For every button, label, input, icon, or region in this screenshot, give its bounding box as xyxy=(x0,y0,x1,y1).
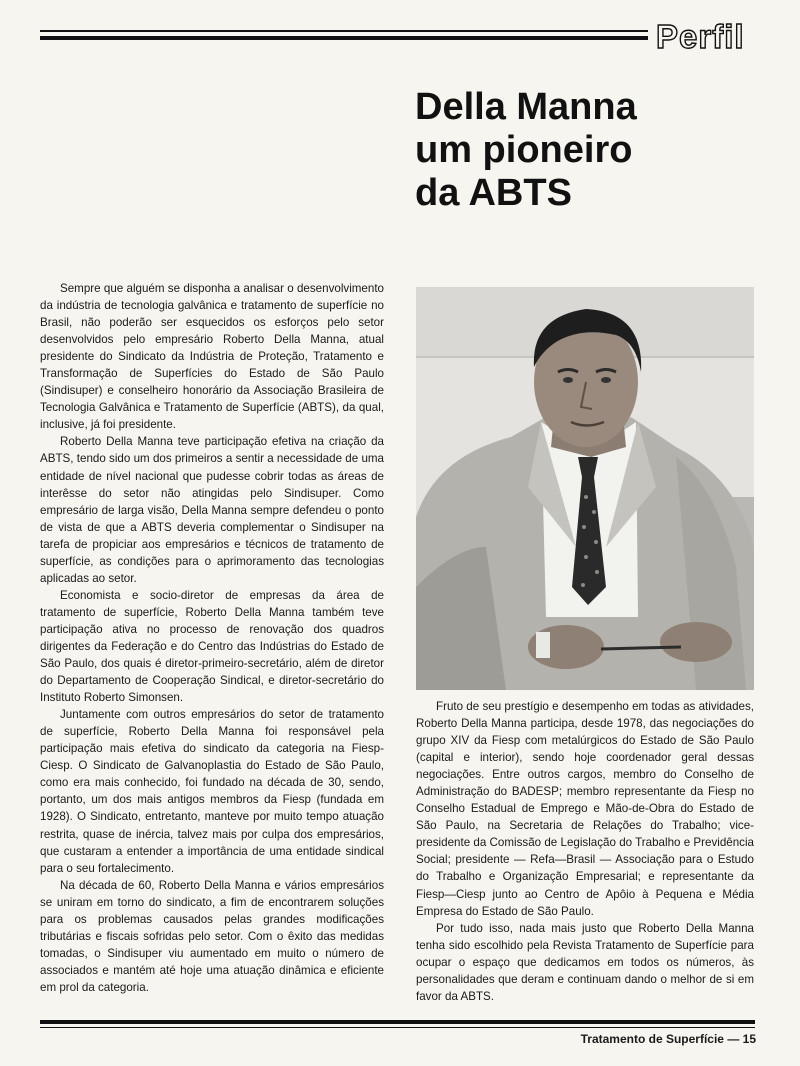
paragraph: Roberto Della Manna teve participação efetiva na criação da ABTS, tendo sido um dos primeiros a sentir a necessidade de uma entidade de nível nacional que pudesse cobrir todas as áreas de interêsse do setor não atingidas pelo Sindisuper. Como empresário de larga visão, Della Manna sempre defendeu o ponto de vista de que a ABTS deveria complementar o Sindisuper na tarefa de propiciar aos empresários e técnicos de tratamento de superfície, as condições para o aprimoramento das tecnologias aplicadas ao setor. xyxy=(40,435,384,585)
paragraph: Economista e socio-diretor de empresas da área de tratamento de superfície, Roberto Della Manna também teve participação ativa no processo de renovação dos quadros dirigentes da Federação e do Centro das Indústrias do Estado de São Paulo, dos quais é diretor-primeiro-secretário, além de diretor do Departamento de Cooperação Sindical, e diretor-secretário do Instituto Roberto Simonsen. xyxy=(40,588,384,705)
article-title xyxy=(415,86,775,215)
paragraph: Juntamente com outros empresários do setor de tratamento de superfície, Roberto Della Manna foi responsável pela participação mais efetiva do sindicato da categoria na Fiesp-Ciesp. O Sindicato de Galvanoplastia do Estado de São Paulo, como era mais conhecido, foi fundado na década de 30, sendo, portanto, um dos mais antigos membros da Fiesp (fundada em 1928). O Sindicato, entretanto, manteve por muito tempo atuação restrita, quase de inércia, talvez mais por culpa dos empresários, que custaram a entender a importância de uma entidade sindical para o seu fortalecimento. xyxy=(40,708,384,875)
section-label: Perfil xyxy=(656,18,745,55)
paragraph: Fruto de seu prestígio e desempenho em todas as atividades, Roberto Della Manna participa, desde 1978, das negociações do grupo XIV da Fiesp com metalúrgicos do Estado de São Paulo (capital e interior), sendo hoje coordenador geral dessas negociações. Entre outros cargos, membro do Conselho de Administração do BADESP; membro representante da Fiesp no Conselho Estadual de Emprego e Mão-de-Obra do Estado de São Paulo, na Secretaria de Relações do Trabalho; vice-presidente da Comissão de Legislação do Trabalho e Previdência Social; presidente — Refa—Brasil — Associação para o Estudo do Trabalho e Organização Empresarial; e representante da Fiesp—Ciesp junto ao Centro de Apôio à Pequena e Média Empresa do Estado de São Paulo. xyxy=(416,700,754,918)
bottom-rule-thick xyxy=(40,1020,755,1024)
page-folio: Tratamento de Superfície — 15 xyxy=(580,1032,756,1046)
top-rule-thick xyxy=(40,36,648,40)
paragraph: Por tudo isso, nada mais justo que Roberto Della Manna tenha sido escolhido pela Revista Tratamento de Superfície para ocupar o espaço que dedicamos em todos os números, às personalidades que deram e continuam dando o melhor de si em favor da ABTS. xyxy=(416,921,754,1003)
portrait-photo xyxy=(416,287,754,690)
top-rule xyxy=(40,30,648,32)
left-column xyxy=(40,280,384,996)
paragraph: Sempre que alguém se disponha a analisar o desenvolvimento da indústria de tecnologia galvânica e tratamento de superfície no Brasil, não poderão ser esquecidos os esforços pelo setor desenvolvidos pelo empresário Roberto Della Manna, atual presidente do Sindicato da Indústria de Proteção, Tratamento e Transformação de Superfícies do Estado de São Paulo (Sindisuper) e conselheiro honorário da Associação Brasileira de Tecnologia Galvânica e Tratamento de Superfície (ABTS), da qual, inclusive, já foi presidente. xyxy=(40,282,384,432)
title-line: um pioneiro xyxy=(415,129,633,171)
title-line: da ABTS xyxy=(415,172,572,214)
paragraph: Na década de 60, Roberto Della Manna e vários empresários se uniram em torno do sindicato, a fim de encontrarem soluções para os problemas causados pelas grandes modificações tributárias e fiscais sofridas pelo setor. Com o êxito das medidas tomadas, o Sindisuper viu aumentado em muito o número de associados e mantém até hoje uma atuação dinâmica e eficiente em prol da categoria. xyxy=(40,878,384,994)
right-column xyxy=(416,698,754,1005)
title-line: Della Manna xyxy=(415,86,637,128)
bottom-rule xyxy=(40,1027,755,1028)
